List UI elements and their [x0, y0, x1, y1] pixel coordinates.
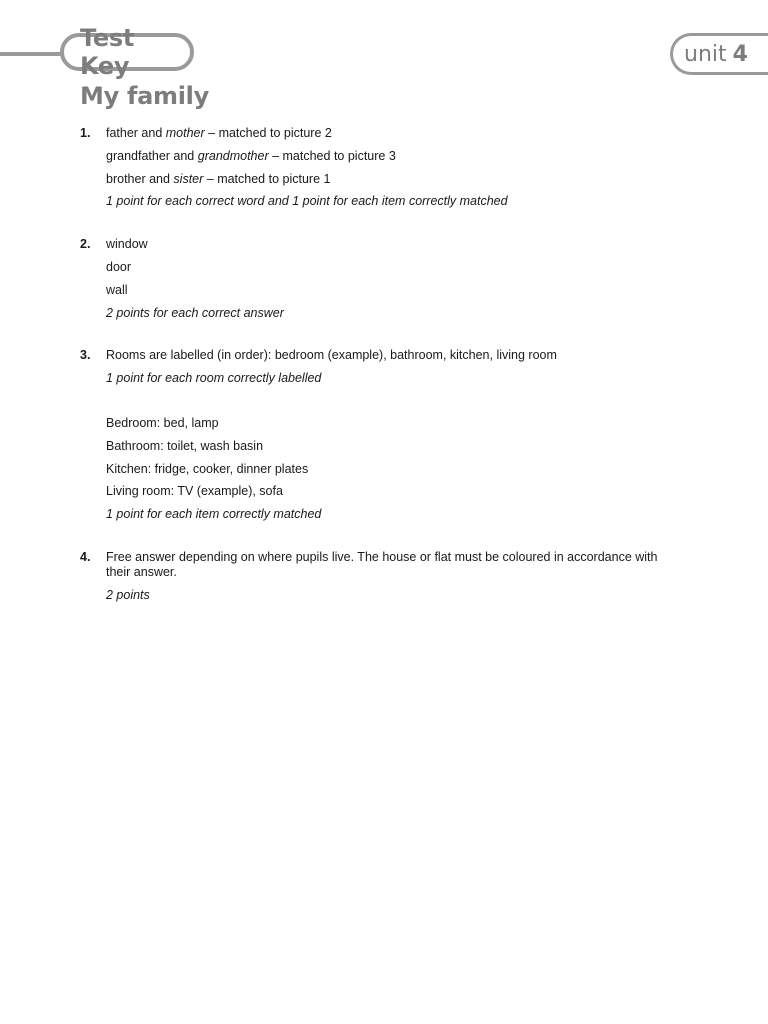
question-1 — [80, 126, 680, 217]
unit-number: 4 — [732, 41, 748, 67]
scoring-note: 1 point for each room correctly labelled — [106, 371, 322, 386]
test-key-badge — [60, 24, 194, 80]
unit-label: unit — [684, 41, 727, 67]
answer-text: – matched to picture 2 — [204, 126, 332, 140]
question-number: 1. — [80, 126, 91, 140]
unit-badge — [670, 33, 768, 75]
question-4 — [80, 550, 680, 611]
spacer — [106, 394, 680, 416]
answer-text: brother and — [106, 171, 174, 186]
answer-line — [106, 126, 680, 141]
question-3 — [80, 348, 680, 530]
answer-key — [80, 126, 680, 631]
answer-word: sister — [173, 171, 204, 186]
question-body — [106, 550, 680, 611]
answer-text: grandfather and — [106, 148, 198, 163]
answer-line — [106, 149, 680, 164]
scoring-note: 1 point for each item correctly matched — [106, 507, 322, 522]
scoring-note: 2 points — [106, 587, 150, 602]
scoring-note: 2 points for each correct answer — [106, 305, 284, 320]
answer-line: door — [106, 259, 132, 274]
answer-line: window — [106, 237, 148, 252]
question-body — [106, 348, 680, 530]
answer-line: Free answer depending on where pupils live. The house or flat must be coloured in accordance with their answer. — [106, 549, 658, 579]
question-2 — [80, 237, 680, 328]
answer-line: wall — [106, 282, 128, 297]
question-number: 4. — [80, 549, 91, 564]
answer-line: Rooms are labelled (in order): bedroom (example), bathroom, kitchen, living room — [106, 348, 557, 363]
answer-line — [106, 172, 680, 187]
answer-line: Kitchen: fridge, cooker, dinner plates — [106, 461, 309, 476]
header-rule — [0, 52, 64, 56]
scoring-note: 1 point for each correct word and 1 point for each item correctly matched — [106, 194, 508, 209]
answer-text: – matched to picture 1 — [203, 171, 331, 186]
question-body — [106, 237, 680, 328]
question-number: 3. — [80, 348, 91, 363]
answer-word: grandmother — [197, 148, 269, 163]
answer-text: – matched to picture 3 — [268, 148, 396, 163]
answer-line: Bedroom: bed, lamp — [106, 415, 219, 430]
question-body — [106, 126, 680, 217]
page-title: My family — [80, 82, 209, 110]
answer-line: Living room: TV (example), sofa — [106, 484, 283, 499]
answer-text: father and — [106, 126, 166, 140]
answer-word: mother — [165, 126, 205, 140]
answer-line: Bathroom: toilet, wash basin — [106, 438, 264, 453]
test-key-label: Test Key — [80, 24, 135, 80]
question-number: 2. — [80, 237, 91, 252]
